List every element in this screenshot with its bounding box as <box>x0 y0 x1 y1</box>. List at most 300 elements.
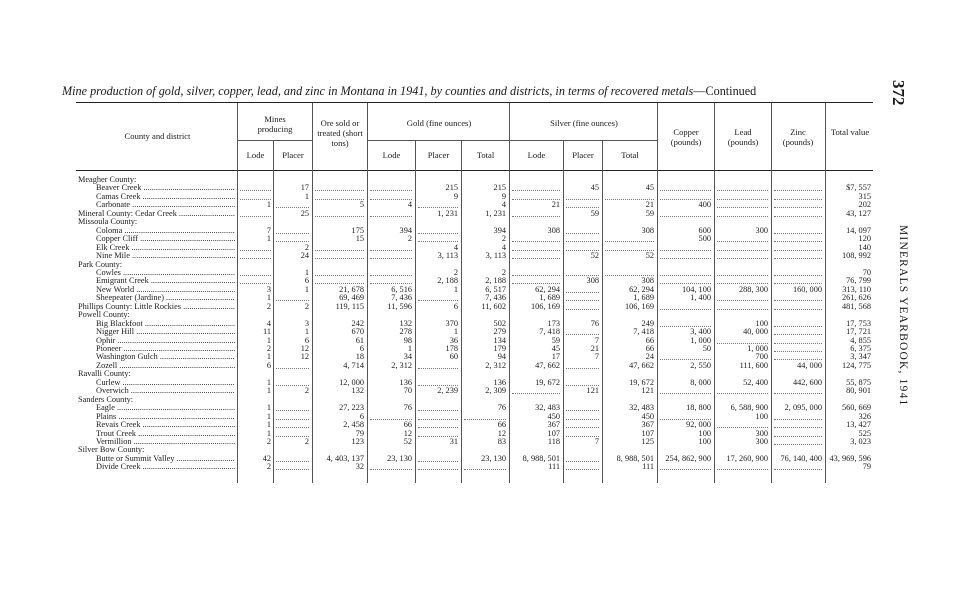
cell-lead-pounds: 300 <box>755 428 768 438</box>
cell-gold-placer <box>418 454 458 462</box>
cell-gold-placer: 9 <box>453 191 458 201</box>
cell-silver-placer: 7 <box>594 352 599 362</box>
cell-gold-placer <box>418 293 458 301</box>
cell-gold-lode: 2 <box>407 234 412 244</box>
district-name: Washington Gulch ..... <box>96 352 235 362</box>
cell-gold-total: 6, 517 <box>485 284 506 294</box>
cell-zinc-pounds: 2, 095, 000 <box>784 403 822 413</box>
header-copper: Copper (pounds) <box>670 127 702 147</box>
county-name: Park County: <box>78 259 123 269</box>
cell-copper-pounds: 8, 000 <box>690 377 711 387</box>
cell-mines-lode <box>240 243 271 251</box>
cell-silver-lode: 8, 988, 501 <box>522 453 560 463</box>
cell-copper-pounds <box>660 268 711 276</box>
cell-total-value: 120 <box>858 234 871 244</box>
cell-mines-placer <box>276 403 309 411</box>
caption-text: Mine production of gold, silver, copper, lead, and zinc in Montana in 1941, by counties and districts, in terms of recovered metals <box>62 84 694 98</box>
cell-mines-placer: 2 <box>304 386 309 396</box>
cell-silver-placer <box>566 361 599 369</box>
cell-copper-pounds <box>660 209 711 217</box>
cell-mines-placer: 6 <box>304 335 309 345</box>
cell-gold-lode <box>370 412 412 420</box>
header-silver-total: Total <box>621 150 639 160</box>
cell-ore-tons: 6 <box>359 411 364 421</box>
cell-lead-pounds <box>717 234 768 242</box>
cell-silver-lode: 111 <box>548 462 560 472</box>
cell-gold-total: 76 <box>497 403 506 413</box>
cell-lead-pounds <box>717 293 768 301</box>
cell-lead-pounds: 700 <box>755 352 768 362</box>
cell-gold-total: 179 <box>493 344 506 353</box>
cell-gold-lode <box>370 251 412 259</box>
cell-gold-lode: 34 <box>403 352 412 362</box>
cell-silver-total <box>605 234 654 242</box>
cell-silver-total: 450 <box>641 411 654 421</box>
cell-mines-lode: 1 <box>266 234 271 244</box>
cell-ore-tons <box>315 209 364 217</box>
cell-silver-lode: 173 <box>547 318 560 328</box>
cell-ore-tons: 5 <box>359 200 364 210</box>
cell-total-value: 13, 427 <box>846 420 871 430</box>
cell-gold-total: 9 <box>501 191 506 201</box>
page-number: 372 <box>889 80 908 106</box>
cell-silver-lode: 7, 418 <box>539 327 560 337</box>
cell-mines-lode: 1 <box>266 293 271 303</box>
district-name: Coloma ..... <box>96 226 235 236</box>
cell-lead-pounds: 40, 000 <box>743 327 768 337</box>
cell-silver-total: 1, 689 <box>633 293 654 303</box>
cell-total-value: 140 <box>858 242 871 252</box>
cell-ore-tons <box>315 276 364 284</box>
cell-copper-pounds: 2, 550 <box>690 360 711 370</box>
cell-zinc-pounds <box>774 429 822 437</box>
cell-silver-placer: 45 <box>590 183 599 193</box>
district-name: Eagle ..... <box>96 403 235 413</box>
cell-silver-lode: 106, 169 <box>530 301 560 311</box>
district-name: Pioneer ..... <box>96 344 235 354</box>
cell-mines-placer <box>276 200 309 208</box>
county-name: Missoula County: <box>78 217 138 227</box>
cell-total-value: 70 <box>862 267 871 277</box>
cell-gold-total: 134 <box>493 335 506 345</box>
cell-total-value: 6, 375 <box>850 344 871 353</box>
cell-lead-pounds <box>717 386 768 394</box>
cell-gold-placer <box>418 462 458 470</box>
cell-copper-pounds <box>660 302 711 310</box>
cell-mines-lode <box>240 209 271 217</box>
cell-mines-lode: 7 <box>266 225 271 235</box>
district-name: Copper Cliff ..... <box>96 234 235 244</box>
district-name: Elk Creek ..... <box>96 243 235 253</box>
cell-mines-lode: 2 <box>266 462 271 472</box>
cell-mines-placer: 3 <box>304 318 309 328</box>
cell-copper-pounds: 600 <box>698 225 711 235</box>
cell-silver-total: 62, 294 <box>629 284 654 294</box>
cell-total-value: 525 <box>858 428 871 438</box>
cell-zinc-pounds <box>774 386 822 394</box>
cell-ore-tons: 18 <box>355 352 364 362</box>
cell-gold-lode: 6, 516 <box>391 284 412 294</box>
cell-gold-placer <box>418 378 458 386</box>
district-name: Nine Mile ..... <box>96 251 235 261</box>
cell-lead-pounds <box>717 209 768 217</box>
cell-gold-lode <box>370 268 412 276</box>
cell-gold-lode: 98 <box>403 335 412 345</box>
cell-silver-total: 32, 483 <box>629 403 654 413</box>
running-title: MINERALS YEARBOOK, 1941 <box>897 225 909 407</box>
header-mines-producing: Mines producing <box>257 114 293 134</box>
cell-mines-placer: 17 <box>300 183 309 193</box>
cell-silver-total: 125 <box>641 436 654 446</box>
cell-mines-placer <box>276 226 309 234</box>
cell-mines-lode: 42 <box>262 453 271 463</box>
district-name: Camas Creek ..... <box>96 192 235 202</box>
district-name: Sheepeater (Jardine) ..... <box>96 293 235 303</box>
cell-silver-placer <box>566 285 599 293</box>
county-name: Powell County: <box>78 310 130 320</box>
cell-mines-lode: 1 <box>266 377 271 387</box>
cell-lead-pounds <box>717 243 768 251</box>
cell-gold-lode <box>370 183 412 191</box>
cell-lead-pounds <box>717 336 768 344</box>
cell-gold-total: 2, 309 <box>485 386 506 396</box>
cell-silver-lode <box>512 243 560 251</box>
cell-gold-total: 279 <box>493 327 506 337</box>
cell-silver-lode: 118 <box>547 436 560 446</box>
cell-mines-placer <box>276 412 309 420</box>
cell-silver-placer: 21 <box>590 344 599 353</box>
cell-ore-tons: 123 <box>351 436 364 446</box>
cell-gold-placer: 1, 231 <box>437 208 458 218</box>
cell-copper-pounds <box>660 243 711 251</box>
cell-mines-lode: 1 <box>266 200 271 210</box>
district-name: Emigrant Creek ..... <box>96 276 235 286</box>
cell-total-value: 17, 753 <box>846 318 871 328</box>
cell-mines-lode: 2 <box>266 344 271 353</box>
cell-mines-placer <box>276 429 309 437</box>
cell-total-value: 55, 875 <box>846 377 871 387</box>
cell-ore-tons <box>315 192 364 200</box>
cell-mines-lode: 2 <box>266 436 271 446</box>
district-name: Carbonate ..... <box>96 200 235 210</box>
cell-total-value: 43, 969, 596 <box>829 453 871 463</box>
cell-zinc-pounds <box>774 336 822 344</box>
cell-zinc-pounds <box>774 234 822 242</box>
cell-silver-total <box>605 243 654 251</box>
cell-mines-lode: 1 <box>266 420 271 430</box>
cell-silver-total: 24 <box>645 352 654 362</box>
cell-gold-total: 94 <box>497 352 506 362</box>
header-gold-lode: Lode <box>382 150 401 160</box>
cell-silver-placer <box>566 378 599 386</box>
cell-gold-total: 2 <box>501 234 506 244</box>
cell-gold-placer: 370 <box>445 318 458 328</box>
cell-total-value: 124, 775 <box>841 360 871 370</box>
cell-zinc-pounds <box>774 192 822 200</box>
cell-lead-pounds: 300 <box>755 225 768 235</box>
cell-zinc-pounds: 442, 600 <box>792 377 822 387</box>
cell-ore-tons: 12, 000 <box>339 377 364 387</box>
cell-copper-pounds <box>660 251 711 259</box>
header-silver-lode: Lode <box>527 150 546 160</box>
cell-total-value: 326 <box>858 411 871 421</box>
district-name: New World ..... <box>96 285 235 295</box>
cell-zinc-pounds <box>774 302 822 310</box>
cell-silver-lode <box>512 183 560 191</box>
cell-silver-total: 45 <box>645 183 654 193</box>
cell-silver-placer <box>566 403 599 411</box>
cell-mines-lode: 11 <box>263 327 271 337</box>
cell-total-value: 481, 568 <box>841 301 871 311</box>
cell-gold-placer <box>418 234 458 242</box>
cell-gold-lode <box>370 243 412 251</box>
cell-copper-pounds: 500 <box>698 234 711 244</box>
county-name: Meagher County: <box>78 175 137 184</box>
header-silver: Silver (fine ounces) <box>550 118 618 128</box>
cell-gold-placer <box>418 403 458 411</box>
cell-mines-lode <box>240 276 271 284</box>
cell-silver-placer <box>566 293 599 301</box>
cell-silver-total: 107 <box>641 428 654 438</box>
cell-silver-lode: 19, 672 <box>535 377 560 387</box>
cell-silver-total: 121 <box>641 386 654 396</box>
cell-gold-total: 394 <box>493 225 506 235</box>
header-gold-placer: Placer <box>427 150 450 160</box>
cell-gold-placer <box>418 420 458 428</box>
cell-zinc-pounds: 76, 140, 400 <box>780 453 822 463</box>
cell-mines-lode: 1 <box>266 335 271 345</box>
cell-gold-placer <box>418 412 458 420</box>
cell-gold-placer <box>418 226 458 234</box>
cell-gold-placer: 2 <box>453 267 458 277</box>
cell-gold-total: 12 <box>497 428 506 438</box>
cell-lead-pounds: 6, 588, 900 <box>730 403 768 413</box>
cell-zinc-pounds <box>774 420 822 428</box>
cell-lead-pounds: 300 <box>755 436 768 446</box>
cell-silver-placer: 7 <box>594 436 599 446</box>
cell-ore-tons: 132 <box>351 386 364 396</box>
cell-silver-total: 47, 662 <box>629 360 654 370</box>
cell-silver-placer <box>566 462 599 470</box>
cell-gold-placer: 1 <box>453 327 458 337</box>
cell-gold-total <box>464 462 506 470</box>
cell-silver-placer <box>566 226 599 234</box>
cell-gold-lode: 12 <box>403 428 412 438</box>
cell-silver-placer <box>566 302 599 310</box>
county-name: Sanders County: <box>78 394 134 404</box>
cell-zinc-pounds <box>774 268 822 276</box>
cell-gold-total: 3, 113 <box>485 251 506 261</box>
district-name: Vermillion ..... <box>96 437 235 447</box>
cell-gold-lode: 76 <box>403 403 412 413</box>
cell-lead-pounds <box>717 200 768 208</box>
district-name: Big Blackfoot ..... <box>96 319 235 329</box>
cell-copper-pounds: 50 <box>702 344 711 353</box>
cell-copper-pounds <box>660 192 711 200</box>
cell-silver-total: 59 <box>645 208 654 218</box>
cell-zinc-pounds <box>774 226 822 234</box>
cell-zinc-pounds <box>774 243 822 251</box>
cell-silver-total: 19, 672 <box>629 377 654 387</box>
cell-silver-placer <box>566 243 599 251</box>
cell-lead-pounds <box>717 251 768 259</box>
cell-copper-pounds: 104, 100 <box>681 284 711 294</box>
cell-zinc-pounds <box>774 276 822 284</box>
district-name: Mineral County: Cedar Creek ..... <box>78 209 235 219</box>
district-name: Butte or Summit Valley ..... <box>96 454 235 464</box>
cell-ore-tons: 21, 678 <box>339 284 364 294</box>
cell-mines-placer <box>276 420 309 428</box>
header-lead: Lead (pounds) <box>727 127 759 147</box>
cell-ore-tons: 4, 403, 137 <box>326 453 364 463</box>
cell-total-value: 14, 097 <box>846 225 871 235</box>
cell-gold-lode: 52 <box>403 436 412 446</box>
cell-mines-placer: 2 <box>304 301 309 311</box>
cell-total-value: $7, 557 <box>846 183 871 193</box>
cell-zinc-pounds <box>774 327 822 335</box>
header-mines-lode: Lode <box>246 150 265 160</box>
cell-silver-total: 7, 418 <box>633 327 654 337</box>
cell-silver-total: 367 <box>641 420 654 430</box>
cell-gold-placer: 31 <box>449 436 458 446</box>
cell-gold-total: 4 <box>501 242 506 252</box>
cell-copper-pounds <box>660 183 711 191</box>
cell-gold-placer: 60 <box>449 352 458 362</box>
cell-ore-tons: 4, 714 <box>343 360 364 370</box>
cell-silver-placer <box>566 429 599 437</box>
cell-gold-total: 11, 602 <box>481 301 506 311</box>
cell-mines-lode: 1 <box>266 386 271 396</box>
cell-silver-total: 111 <box>642 462 654 472</box>
cell-copper-pounds <box>660 319 711 327</box>
cell-copper-pounds: 254, 862, 900 <box>665 453 711 463</box>
cell-copper-pounds: 100 <box>698 428 711 438</box>
cell-copper-pounds: 3, 400 <box>690 327 711 337</box>
cell-zinc-pounds <box>774 462 822 470</box>
cell-mines-lode: 6 <box>266 360 271 370</box>
cell-lead-pounds <box>717 183 768 191</box>
cell-gold-total <box>464 412 506 420</box>
cell-gold-lode <box>370 192 412 200</box>
cell-silver-placer <box>566 327 599 335</box>
cell-silver-lode: 45 <box>551 344 560 353</box>
cell-zinc-pounds <box>774 209 822 217</box>
cell-silver-total: 106, 169 <box>624 301 654 311</box>
cell-copper-pounds <box>660 276 711 284</box>
district-name: Phillips County: Little Rockies ..... <box>78 302 235 312</box>
cell-total-value: 313, 110 <box>842 284 871 294</box>
cell-mines-placer: 2 <box>304 436 309 446</box>
cell-mines-placer: 1 <box>304 191 309 201</box>
cell-gold-lode: 136 <box>399 377 412 387</box>
cell-mines-placer: 12 <box>300 344 309 353</box>
cell-mines-lode: 1 <box>266 352 271 362</box>
cell-total-value: 202 <box>858 200 871 210</box>
cell-gold-total: 2, 312 <box>485 360 506 370</box>
cell-copper-pounds <box>660 352 711 360</box>
cell-silver-lode: 32, 483 <box>535 403 560 413</box>
cell-lead-pounds: 17, 260, 900 <box>726 453 768 463</box>
cell-gold-placer: 3, 113 <box>437 251 458 261</box>
cell-mines-placer: 25 <box>300 208 309 218</box>
cell-zinc-pounds <box>774 344 822 352</box>
cell-total-value: 3, 347 <box>850 352 871 362</box>
cell-copper-pounds: 1, 400 <box>690 293 711 303</box>
cell-lead-pounds: 1, 000 <box>747 344 768 353</box>
county-name: Ravalli County: <box>78 369 131 379</box>
cell-lead-pounds: 52, 400 <box>743 377 768 387</box>
cell-silver-lode <box>512 234 560 242</box>
cell-silver-total: 66 <box>645 335 654 345</box>
cell-silver-lode: 21 <box>551 200 560 210</box>
cell-total-value: 79 <box>862 462 871 472</box>
cell-mines-placer: 2 <box>304 242 309 252</box>
cell-silver-placer: 59 <box>590 208 599 218</box>
cell-gold-lode: 11, 596 <box>387 301 412 311</box>
cell-silver-lode: 367 <box>547 420 560 430</box>
cell-mines-placer <box>276 361 309 369</box>
cell-total-value: 560, 669 <box>841 403 871 413</box>
header-mines-placer: Placer <box>282 150 304 160</box>
cell-gold-lode <box>370 209 412 217</box>
cell-gold-total: 502 <box>493 318 506 328</box>
cell-ore-tons <box>315 251 364 259</box>
cell-lead-pounds: 100 <box>755 318 768 328</box>
cell-silver-placer <box>566 192 599 200</box>
cell-mines-placer: 12 <box>300 352 309 362</box>
cell-silver-total: 21 <box>645 200 654 210</box>
cell-mines-placer: 1 <box>304 267 309 277</box>
cell-copper-pounds <box>660 386 711 394</box>
cell-silver-lode <box>512 192 560 200</box>
cell-ore-tons: 79 <box>355 428 364 438</box>
cell-silver-placer <box>566 234 599 242</box>
cell-total-value: 80, 901 <box>846 386 871 396</box>
cell-mines-lode: 1 <box>266 428 271 438</box>
cell-silver-placer <box>566 412 599 420</box>
cell-gold-placer <box>418 200 458 208</box>
cell-zinc-pounds <box>774 352 822 360</box>
district-name: Overwich ..... <box>96 386 235 396</box>
cell-lead-pounds <box>717 276 768 284</box>
cell-copper-pounds <box>660 462 711 470</box>
cell-silver-total: 8, 988, 501 <box>616 453 654 463</box>
cell-zinc-pounds <box>774 293 822 301</box>
cell-silver-placer: 308 <box>586 276 599 286</box>
cell-mines-lode: 4 <box>266 318 271 328</box>
cell-total-value: 3, 023 <box>850 436 871 446</box>
cell-silver-placer: 7 <box>594 335 599 345</box>
cell-ore-tons <box>315 268 364 276</box>
cell-gold-placer: 2, 239 <box>437 386 458 396</box>
cell-gold-placer: 178 <box>445 344 458 353</box>
cell-zinc-pounds <box>774 251 822 259</box>
cell-zinc-pounds <box>774 200 822 208</box>
cell-mines-placer: 6 <box>304 276 309 286</box>
cell-total-value: 261, 626 <box>841 293 871 303</box>
cell-mines-lode <box>240 192 271 200</box>
cell-gold-lode <box>370 276 412 284</box>
cell-copper-pounds: 400 <box>698 200 711 210</box>
cell-silver-total: 308 <box>641 276 654 286</box>
cell-ore-tons: 61 <box>355 335 364 345</box>
district-name: Cowles ..... <box>96 268 235 278</box>
cell-silver-lode: 450 <box>547 411 560 421</box>
district-name: Plains ..... <box>96 412 235 422</box>
cell-gold-placer: 36 <box>449 335 458 345</box>
cell-mines-lode: 2 <box>266 301 271 311</box>
cell-mines-placer <box>276 378 309 386</box>
